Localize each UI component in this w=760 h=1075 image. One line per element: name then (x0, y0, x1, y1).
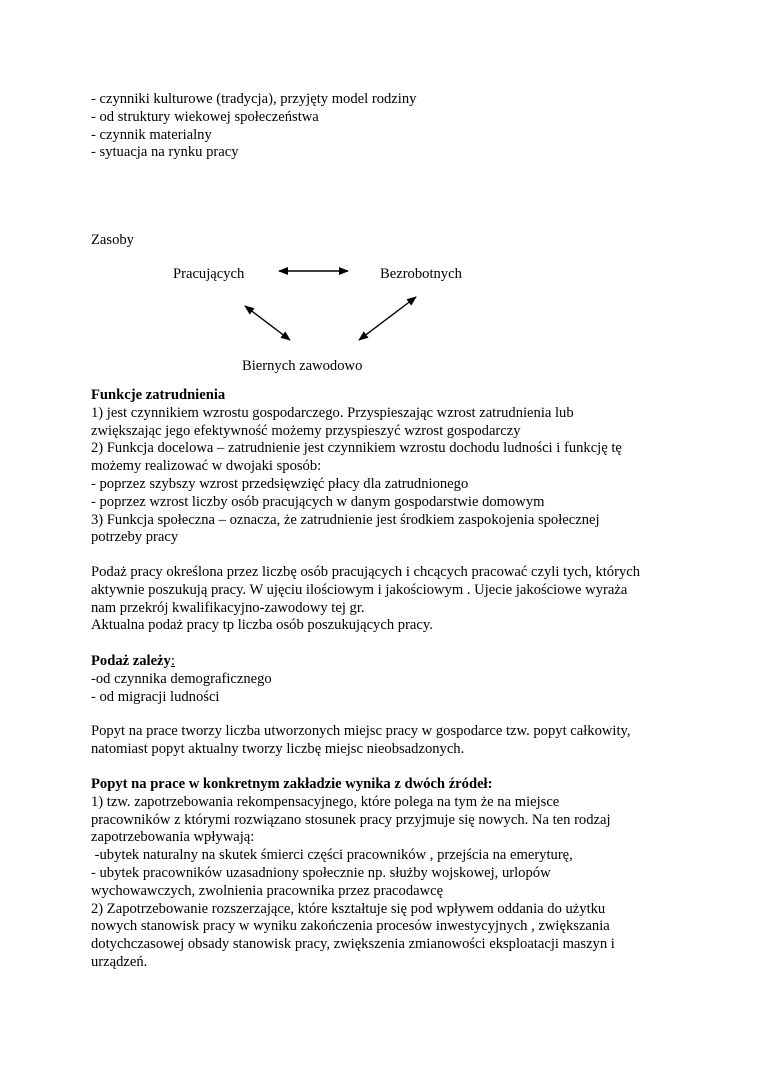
list-item: -od czynnika demograficznego (91, 670, 272, 687)
list-item: - od struktury wiekowej społeczeństwa (91, 108, 319, 125)
diagram-title: Zasoby (91, 232, 134, 248)
section-heading: Popyt na prace w konkretnym zakładzie wynika z dwóch źródeł: (91, 776, 493, 792)
node-unemployed: Bezrobotnych (380, 266, 462, 282)
paragraph-line: 1) jest czynnikiem wzrostu gospodarczego. Przyspieszając wzrost zatrudnienia lub (91, 404, 574, 421)
paragraph-line: zapotrzebowania wpływają: (91, 829, 255, 846)
paragraph-line: 3) Funkcja społeczna – oznacza, że zatrudnienie jest środkiem zaspokojenia społecznej (91, 511, 600, 528)
paragraph-line: możemy realizować w dwojaki sposób: (91, 458, 322, 475)
arrow-unemployed-inactive (359, 297, 416, 340)
heading-text: Podaż zależy (91, 653, 171, 669)
paragraph-line: nowych stanowisk pracy w wyniku zakończenia procesów inwestycyjnych , zwiększania (91, 918, 610, 935)
paragraph-line: Aktualna podaż pracy tp liczba osób poszukujących pracy. (91, 617, 433, 634)
paragraph-line: potrzeby pracy (91, 529, 179, 546)
paragraph-line: - poprzez wzrost liczby osób pracujących w danym gospodarstwie domowym (91, 493, 545, 510)
section-funkcje (91, 387, 691, 547)
node-working: Pracujących (173, 266, 245, 282)
paragraph-line: Podaż pracy określona przez liczbę osób pracujących i chcących pracować czyli tych, których (91, 564, 641, 580)
paragraph-line: Popyt na prace tworzy liczba utworzonych miejsc pracy w gospodarce tzw. popyt całkowity, (91, 723, 631, 739)
paragraph-line: -ubytek naturalny na skutek śmierci części pracowników , przejścia na emeryturę, (91, 847, 573, 864)
paragraph-line: dotychczasowej obsady stanowisk pracy, zwiększenia zmianowości eksploatacji maszyn i (91, 936, 615, 953)
paragraph-line: zwiększając jego efektywność możemy przyspieszyć wzrost gospodarczy (91, 422, 521, 439)
list-item: - czynnik materialny (91, 126, 212, 143)
paragraph-line: 2) Zapotrzebowanie rozszerzające, które kształtuje się pod wpływem oddania do użytku (91, 900, 606, 917)
node-inactive: Biernych zawodowo (242, 358, 363, 374)
section-popyt (91, 723, 691, 759)
list-item: - czynniki kulturowe (tradycja), przyjęty model rodziny (91, 91, 417, 107)
list-item: - od migracji ludności (91, 688, 220, 705)
section-heading (91, 653, 691, 671)
paragraph-line: natomiast popyt aktualny tworzy liczbę miejsc nieobsadzonych. (91, 740, 465, 757)
section-podaz-zalezy (91, 653, 691, 706)
section-popyt-zaklad (91, 776, 691, 972)
section-heading: Funkcje zatrudnienia (91, 387, 226, 403)
paragraph-line: 2) Funkcja docelowa – zatrudnienie jest czynnikiem wzrostu dochodu ludności i funkcję tę (91, 440, 622, 457)
heading-colon: : (170, 653, 175, 669)
paragraph-line: nam przekrój kwalifikacyjno-zawodowy tej gr. (91, 599, 365, 616)
section-podaz (91, 564, 691, 635)
paragraph-line: pracowników z którymi rozwiązano stosunek pracy przyjmuje się nowych. Na ten rodzaj (91, 811, 611, 828)
paragraph-line: wychowawczych, zwolnienia pracownika przez pracodawcę (91, 882, 444, 899)
paragraph-line: - ubytek pracowników uzasadniony społecznie np. służby wojskowej, urlopów (91, 864, 551, 881)
paragraph-line: aktywnie poszukują pracy. W ujęciu ilościowym i jakościowym . Ujecie jakościowe wyraża (91, 581, 628, 598)
paragraph-line: 1) tzw. zapotrzebowania rekompensacyjnego, które polega na tym że na miejsce (91, 793, 560, 810)
paragraph-line: - poprzez szybszy wzrost przedsięwzięć płacy dla zatrudnionego (91, 475, 469, 492)
paragraph-line: urządzeń. (91, 953, 148, 970)
list-item: - sytuacja na rynku pracy (91, 144, 239, 161)
arrow-working-inactive (245, 306, 290, 340)
